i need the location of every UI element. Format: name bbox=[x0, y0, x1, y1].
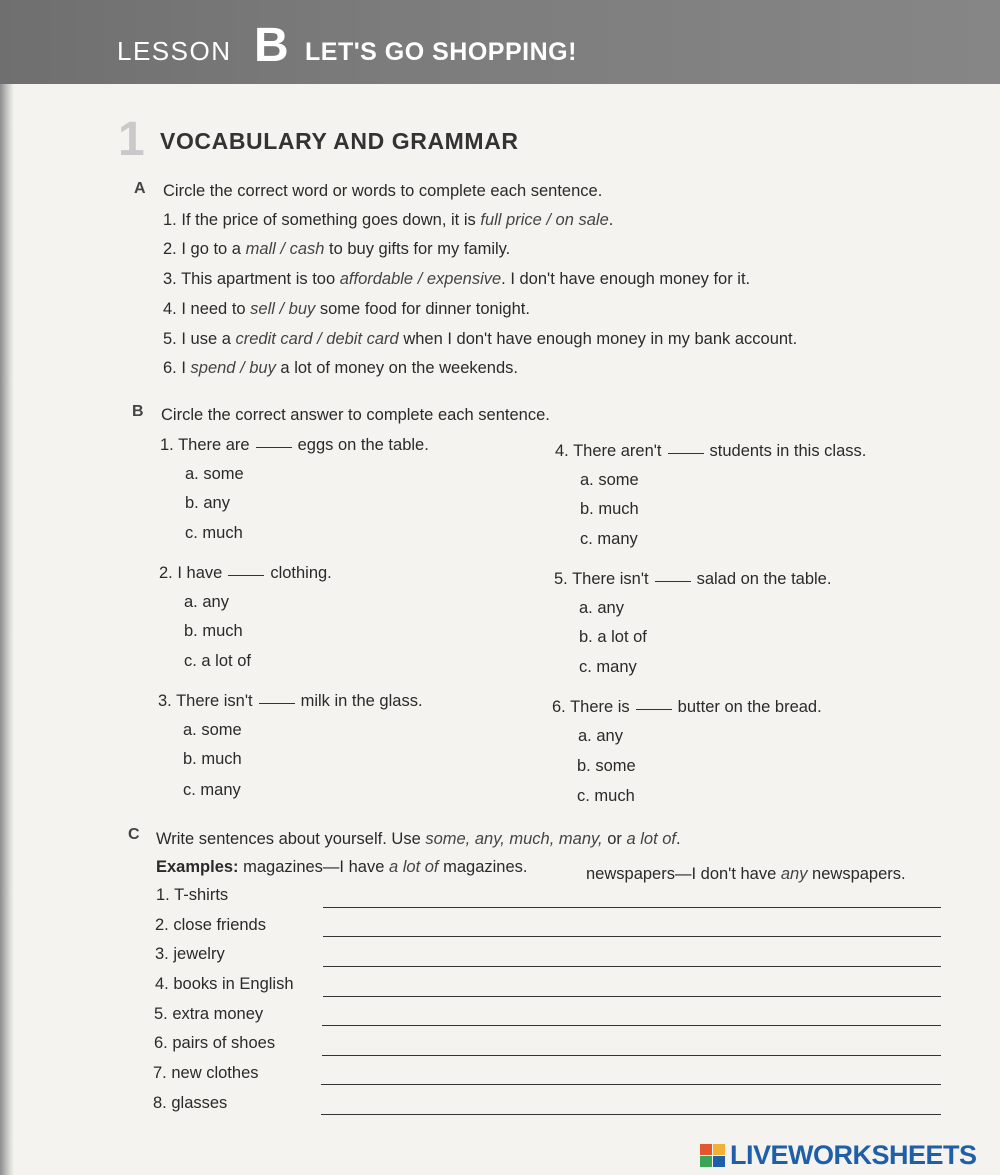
item-prompt: T-shirts bbox=[174, 886, 229, 904]
item-number: 8. bbox=[153, 1094, 167, 1112]
example-text: newspapers—I don't have bbox=[586, 865, 781, 883]
option-4c[interactable]: c. many bbox=[580, 530, 638, 548]
word-choice[interactable]: sell / buy bbox=[250, 300, 316, 318]
word-choice[interactable]: mall / cash bbox=[245, 240, 325, 258]
item-number: 1. bbox=[156, 886, 170, 904]
part-c-item-2 bbox=[155, 916, 266, 935]
question-text: students in this class. bbox=[709, 442, 867, 460]
question-text: I have bbox=[177, 564, 223, 582]
part-c-item-6 bbox=[154, 1034, 275, 1053]
word-choice[interactable]: affordable / expensive bbox=[339, 270, 502, 288]
example-text: magazines. bbox=[438, 858, 528, 876]
sentence-text: a lot of money on the weekends. bbox=[275, 359, 518, 377]
item-number: 1. bbox=[163, 211, 177, 229]
part-b-question-2 bbox=[159, 564, 332, 583]
item-number: 4. bbox=[163, 300, 177, 318]
option-1a[interactable]: a. some bbox=[185, 465, 244, 483]
item-number: 2. bbox=[163, 240, 177, 258]
question-text: eggs on the table. bbox=[297, 436, 429, 454]
part-c-item-7 bbox=[153, 1064, 259, 1083]
answer-line-7[interactable] bbox=[321, 1084, 941, 1085]
part-a-item-4 bbox=[163, 300, 530, 319]
answer-line-1[interactable] bbox=[323, 907, 941, 908]
part-c-item-5 bbox=[154, 1005, 263, 1024]
instruction-text: . bbox=[676, 830, 681, 848]
option-1c[interactable]: c. much bbox=[185, 524, 243, 542]
item-number: 4. bbox=[155, 975, 169, 993]
word-choice[interactable]: full price / on sale bbox=[480, 211, 609, 229]
option-3a[interactable]: a. some bbox=[183, 721, 242, 739]
example-2 bbox=[586, 865, 906, 884]
part-a-item-1 bbox=[163, 211, 613, 230]
answer-blank[interactable] bbox=[256, 447, 292, 448]
part-c-item-8 bbox=[153, 1094, 227, 1113]
option-5a[interactable]: a. any bbox=[579, 599, 624, 617]
part-c-instruction bbox=[156, 830, 681, 849]
question-text: There aren't bbox=[573, 442, 662, 460]
part-a-item-2 bbox=[163, 240, 510, 259]
item-number: 5. bbox=[154, 1005, 168, 1023]
item-prompt: new clothes bbox=[171, 1064, 259, 1082]
answer-blank[interactable] bbox=[228, 575, 264, 576]
item-prompt: jewelry bbox=[173, 945, 225, 963]
part-b-question-5 bbox=[554, 570, 831, 589]
answer-line-8[interactable] bbox=[321, 1114, 941, 1115]
part-a-item-6 bbox=[163, 359, 518, 378]
scan-shadow bbox=[0, 0, 14, 1175]
part-a-instruction: Circle the correct word or words to complete each sentence. bbox=[163, 182, 603, 200]
instruction-text: Write sentences about yourself. Use bbox=[156, 830, 426, 848]
option-5b[interactable]: b. a lot of bbox=[579, 628, 647, 646]
question-number: 5. bbox=[554, 570, 568, 588]
question-number: 4. bbox=[555, 442, 569, 460]
option-4a[interactable]: a. some bbox=[580, 471, 639, 489]
instruction-keywords: some, any, much, many, bbox=[425, 830, 603, 848]
lesson-header bbox=[0, 0, 1000, 84]
question-number: 1. bbox=[160, 436, 174, 454]
lesson-letter: B bbox=[254, 19, 289, 72]
part-c-item-4 bbox=[155, 975, 294, 994]
answer-blank[interactable] bbox=[655, 581, 691, 582]
item-prompt: pairs of shoes bbox=[172, 1034, 276, 1052]
example-text: newspapers. bbox=[807, 865, 906, 883]
question-text: salad on the table. bbox=[696, 570, 832, 588]
question-text: There isn't bbox=[572, 570, 649, 588]
item-prompt: glasses bbox=[171, 1094, 228, 1112]
question-number: 2. bbox=[159, 564, 173, 582]
part-b-letter: B bbox=[132, 403, 144, 420]
part-a-item-3 bbox=[163, 270, 750, 289]
item-number: 6. bbox=[163, 359, 177, 377]
option-2c[interactable]: c. a lot of bbox=[184, 652, 251, 670]
question-text: There isn't bbox=[176, 692, 253, 710]
sentence-text: . bbox=[608, 211, 614, 229]
instruction-text: or bbox=[602, 830, 627, 848]
option-3c[interactable]: c. many bbox=[183, 781, 241, 799]
word-choice[interactable]: credit card / debit card bbox=[235, 330, 399, 348]
item-number: 3. bbox=[163, 270, 177, 288]
liveworksheets-logo-icon bbox=[700, 1144, 726, 1168]
sentence-text: This apartment is too bbox=[181, 270, 340, 288]
part-c-item-1 bbox=[156, 886, 228, 905]
item-prompt: extra money bbox=[172, 1005, 264, 1023]
answer-line-3[interactable] bbox=[323, 966, 941, 967]
instruction-keyword: a lot of bbox=[626, 830, 677, 848]
item-number: 6. bbox=[154, 1034, 168, 1052]
answer-line-5[interactable] bbox=[322, 1025, 941, 1026]
section-number: 1 bbox=[118, 113, 145, 166]
answer-line-6[interactable] bbox=[322, 1055, 941, 1056]
word-choice[interactable]: spend / buy bbox=[190, 359, 276, 377]
item-number: 3. bbox=[155, 945, 169, 963]
example-1 bbox=[156, 858, 527, 877]
liveworksheets-watermark bbox=[692, 1138, 1000, 1175]
brand-name: LIVEWORKSHEETS bbox=[730, 1140, 977, 1170]
question-text: butter on the bread. bbox=[677, 698, 822, 716]
examples-label: Examples: bbox=[156, 858, 239, 876]
question-text: There is bbox=[570, 698, 630, 716]
option-6a[interactable]: a. any bbox=[578, 727, 623, 745]
part-a-item-5 bbox=[163, 330, 797, 349]
answer-blank[interactable] bbox=[259, 703, 295, 704]
question-text: milk in the glass. bbox=[300, 692, 423, 710]
question-number: 6. bbox=[552, 698, 566, 716]
sentence-text: to buy gifts for my family. bbox=[324, 240, 511, 258]
part-b-question-1 bbox=[160, 436, 429, 455]
item-number: 7. bbox=[153, 1064, 167, 1082]
part-b-question-4 bbox=[555, 442, 866, 461]
option-6b[interactable]: b. some bbox=[577, 757, 636, 775]
option-1b[interactable]: b. any bbox=[185, 494, 230, 512]
part-c-item-3 bbox=[155, 945, 225, 964]
example-keyword: any bbox=[780, 865, 808, 883]
option-3b[interactable]: b. much bbox=[183, 750, 242, 768]
question-text: There are bbox=[178, 436, 250, 454]
sentence-text: some food for dinner tonight. bbox=[315, 300, 530, 318]
part-a-letter: A bbox=[134, 180, 146, 197]
lesson-title: LET'S GO SHOPPING! bbox=[305, 38, 577, 66]
item-number: 2. bbox=[155, 916, 169, 934]
sentence-text: I use a bbox=[181, 330, 236, 348]
option-5c[interactable]: c. many bbox=[579, 658, 637, 676]
item-number: 5. bbox=[163, 330, 177, 348]
option-2a[interactable]: a. any bbox=[184, 593, 229, 611]
sentence-text: when I don't have enough money in my bank account. bbox=[398, 330, 798, 348]
part-b-question-3 bbox=[158, 692, 423, 711]
sentence-text: . I don't have enough money for it. bbox=[501, 270, 751, 288]
sentence-text: I go to a bbox=[181, 240, 246, 258]
item-prompt: books in English bbox=[173, 975, 294, 993]
option-6c[interactable]: c. much bbox=[577, 787, 635, 805]
answer-line-2[interactable] bbox=[323, 936, 941, 937]
part-b-instruction: Circle the correct answer to complete each sentence. bbox=[161, 406, 550, 424]
option-4b[interactable]: b. much bbox=[580, 500, 639, 518]
item-prompt: close friends bbox=[173, 916, 266, 934]
answer-line-4[interactable] bbox=[323, 996, 941, 997]
part-c-letter: C bbox=[128, 826, 140, 843]
part-b-question-6 bbox=[552, 698, 822, 717]
question-number: 3. bbox=[158, 692, 172, 710]
sentence-text: If the price of something goes down, it is bbox=[181, 211, 481, 229]
example-keyword: a lot of bbox=[388, 858, 439, 876]
sentence-text: I need to bbox=[181, 300, 251, 318]
question-text: clothing. bbox=[270, 564, 332, 582]
answer-blank[interactable] bbox=[636, 709, 672, 710]
section-title: VOCABULARY AND GRAMMAR bbox=[160, 128, 519, 154]
example-text: magazines—I have bbox=[238, 858, 389, 876]
answer-blank[interactable] bbox=[668, 453, 704, 454]
option-2b[interactable]: b. much bbox=[184, 622, 243, 640]
lesson-label: LESSON bbox=[117, 36, 232, 66]
sentence-text: I bbox=[181, 359, 191, 377]
